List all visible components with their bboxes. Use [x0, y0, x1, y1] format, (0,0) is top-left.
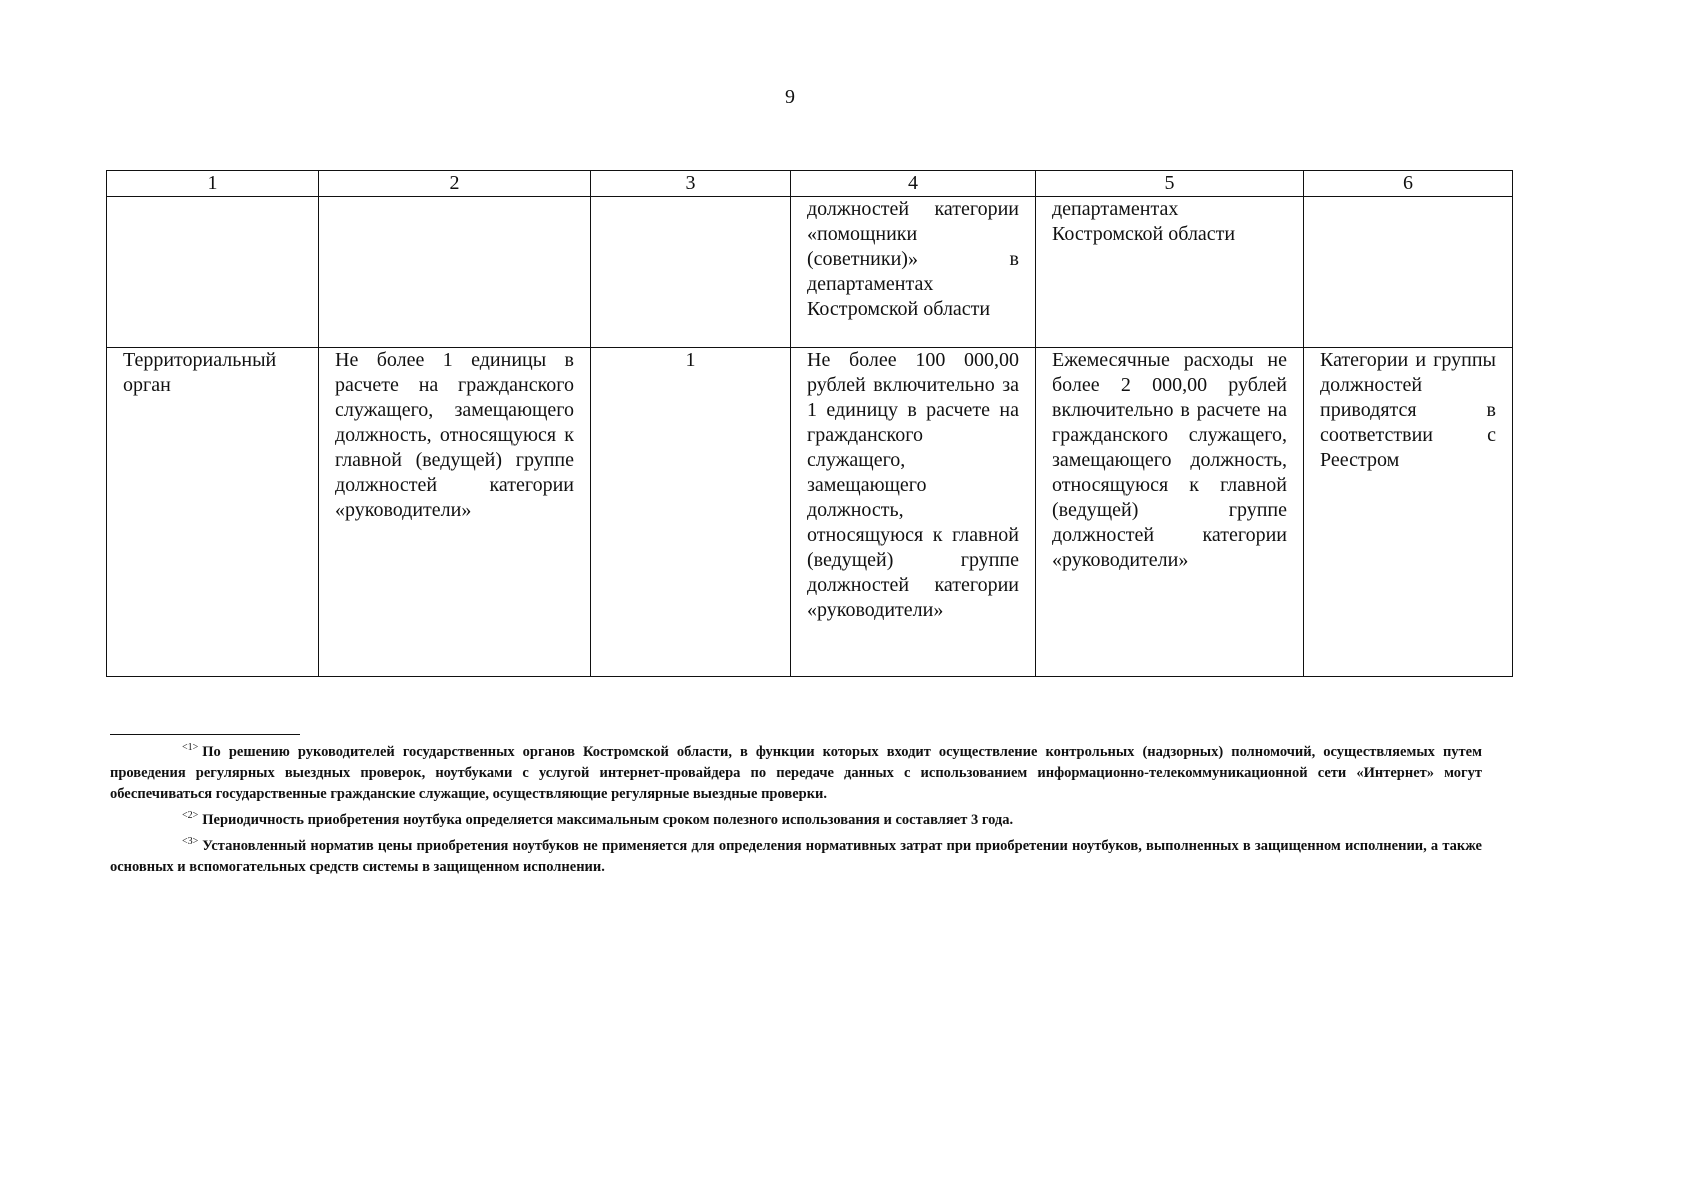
page-number: 9 [785, 86, 795, 108]
footnote-2 [110, 805, 1482, 831]
footnote-3 [110, 831, 1482, 878]
table-cell: Ежемесячные расходы не более 2 000,00 рублей включительно в расчете на гражданского служащего, замещающего должность, относящуюся к главной (ведущей) группе должностей категории «руководители» [1036, 348, 1304, 677]
norms-table [106, 170, 1513, 677]
table-cell: Не более 1 единицы в расчете на гражданского служащего, замещающего должность, относящуюся к главной (ведущей) группе должностей категории «руководители» [319, 348, 591, 677]
table-header-row [107, 171, 1513, 197]
table-cell: департаментах Костромской области [1036, 197, 1304, 348]
footnote-marker: <3> [182, 836, 199, 847]
footnote-marker: <1> [182, 742, 199, 753]
column-header-2: 2 [319, 171, 591, 197]
table-cell: Не более 100 000,00 рублей включительно за 1 единицу в расчете на гражданского служащего, замещающего должность, относящуюся к главной (ведущей) группе должностей категории «руководители» [791, 348, 1036, 677]
table-cell [591, 197, 791, 348]
table-cell: 1 [591, 348, 791, 677]
table-cell [107, 197, 319, 348]
table-cell [319, 197, 591, 348]
column-header-4: 4 [791, 171, 1036, 197]
footnotes [110, 734, 1482, 878]
table-row [107, 197, 1513, 348]
column-header-6: 6 [1304, 171, 1513, 197]
table-cell [1304, 197, 1513, 348]
footnote-text: Периодичность приобретения ноутбука определяется максимальным сроком полезного использования и составляет 3 года. [202, 812, 1014, 828]
column-header-3: 3 [591, 171, 791, 197]
footnote-marker: <2> [182, 810, 199, 821]
table-cell: Территориальный орган [107, 348, 319, 677]
column-header-5: 5 [1036, 171, 1304, 197]
footnote-divider [110, 734, 300, 735]
footnote-text: По решению руководителей государственных органов Костромской области, в функции которых входит осуществление контрольных (надзорных) полномочий, осуществляемых путем проведения регулярных выездных проверок, ноутбуками с услугой интернет-провайдера по передаче данных с использованием информационно-телекоммуникационной сети «Интернет» могут обеспечиваться государственные гражданские служащие, осуществляющие регулярные выездные проверки. [110, 744, 1482, 802]
column-header-1: 1 [107, 171, 319, 197]
footnote-1 [110, 737, 1482, 805]
table-row [107, 348, 1513, 677]
table-cell: Категории и группы должностей приводятся в соответствии с Реестром [1304, 348, 1513, 677]
table-cell: должностей категории «помощники (советники)» в департаментах Костромской области [791, 197, 1036, 348]
footnote-text: Установленный норматив цены приобретения ноутбуков не применяется для определения нормативных затрат при приобретении ноутбуков, выполненных в защищенном исполнении, а также основных и вспомогательных средств системы в защищенном исполнении. [110, 838, 1482, 875]
